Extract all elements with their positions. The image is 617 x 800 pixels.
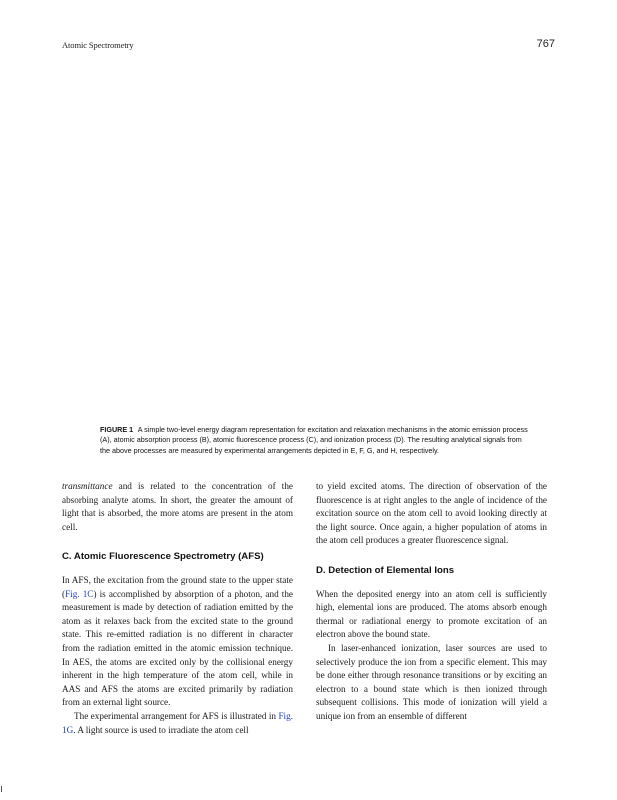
left-paragraph-1	[62, 480, 293, 534]
paragraph-text: and is related to the concentration of the absorbing analyte atoms. In short, the greater the amount of light that is absorbed, the more atoms are present in the atom cell.	[62, 481, 293, 532]
running-head: Atomic Spectrometry	[62, 40, 134, 50]
left-column	[62, 480, 293, 737]
right-paragraph-3: In laser-enhanced ionization, laser sources are used to selectively produce the ion from a specific element. This may be done either through resonance transitions or by exciting an electron to a bound state which is then ionized through subsequent collisions. This mode of ionization will yield a unique ion from an ensemble of different	[316, 642, 547, 721]
right-paragraph-2: When the deposited energy into an atom cell is sufficiently high, elemental ions are produced. The atoms absorb enough thermal or radiational energy to promote excitation of an electron above the bound state.	[316, 588, 547, 640]
paragraph-text: In AFS, the excitation from the ground state to the upper state (	[62, 574, 293, 599]
left-paragraph-2	[62, 574, 293, 710]
paragraph-text: The experimental arrangement for AFS is illustrated in	[74, 710, 279, 721]
figure-1-caption	[100, 425, 532, 456]
italic-term: transmittance	[62, 481, 113, 491]
right-column	[316, 480, 547, 724]
figure-link-1c[interactable]: Fig. 1C	[65, 588, 94, 599]
page-edge-mark	[1, 786, 2, 792]
right-paragraph-1: to yield excited atoms. The direction of observation of the fluorescence is at right angles to the angle of incidence of the excitation source on the atom cell to avoid looking directly at the light source. Once again, a higher population of atoms in the atom cell produces a greater fluorescence signal.	[316, 481, 547, 546]
page-number: 767	[536, 38, 555, 50]
figure-label: FIGURE 1	[100, 425, 134, 434]
figure-link-1g[interactable]: Fig. 1G	[62, 710, 293, 735]
left-paragraph-3	[62, 710, 293, 737]
figure-1-image-area	[100, 64, 540, 414]
figure-caption-text: A simple two-level energy diagram representation for excitation and relaxation mechanisms in the atomic emission process (A), atomic absorption process (B), atomic fluorescence process (C), and ionization process (D). The resulting analytical signals from the above processes are measured by experimental arrangements depicted in E, F, G, and H, respectively.	[100, 425, 528, 455]
paragraph-text: . A light source is used to irradiate the atom cell	[73, 724, 249, 735]
section-heading-afs: C. Atomic Fluorescence Spectrometry (AFS)	[62, 551, 264, 563]
paragraph-text: ) is accomplished by absorption of a photon, and the measurement is made by detection of radiation emitted by the atom as it relaxes back from the excited state to the ground state. This re-emitted radiation is no different in character from the radiation emitted in the atomic emission technique. In AES, the atoms are excited only by the collisional energy inherent in the high temperature of the atom cell, while in AAS and AFS the atoms are excited primarily by radiation from an external light source.	[62, 588, 293, 708]
section-heading-ions: D. Detection of Elemental Ions	[316, 564, 455, 576]
